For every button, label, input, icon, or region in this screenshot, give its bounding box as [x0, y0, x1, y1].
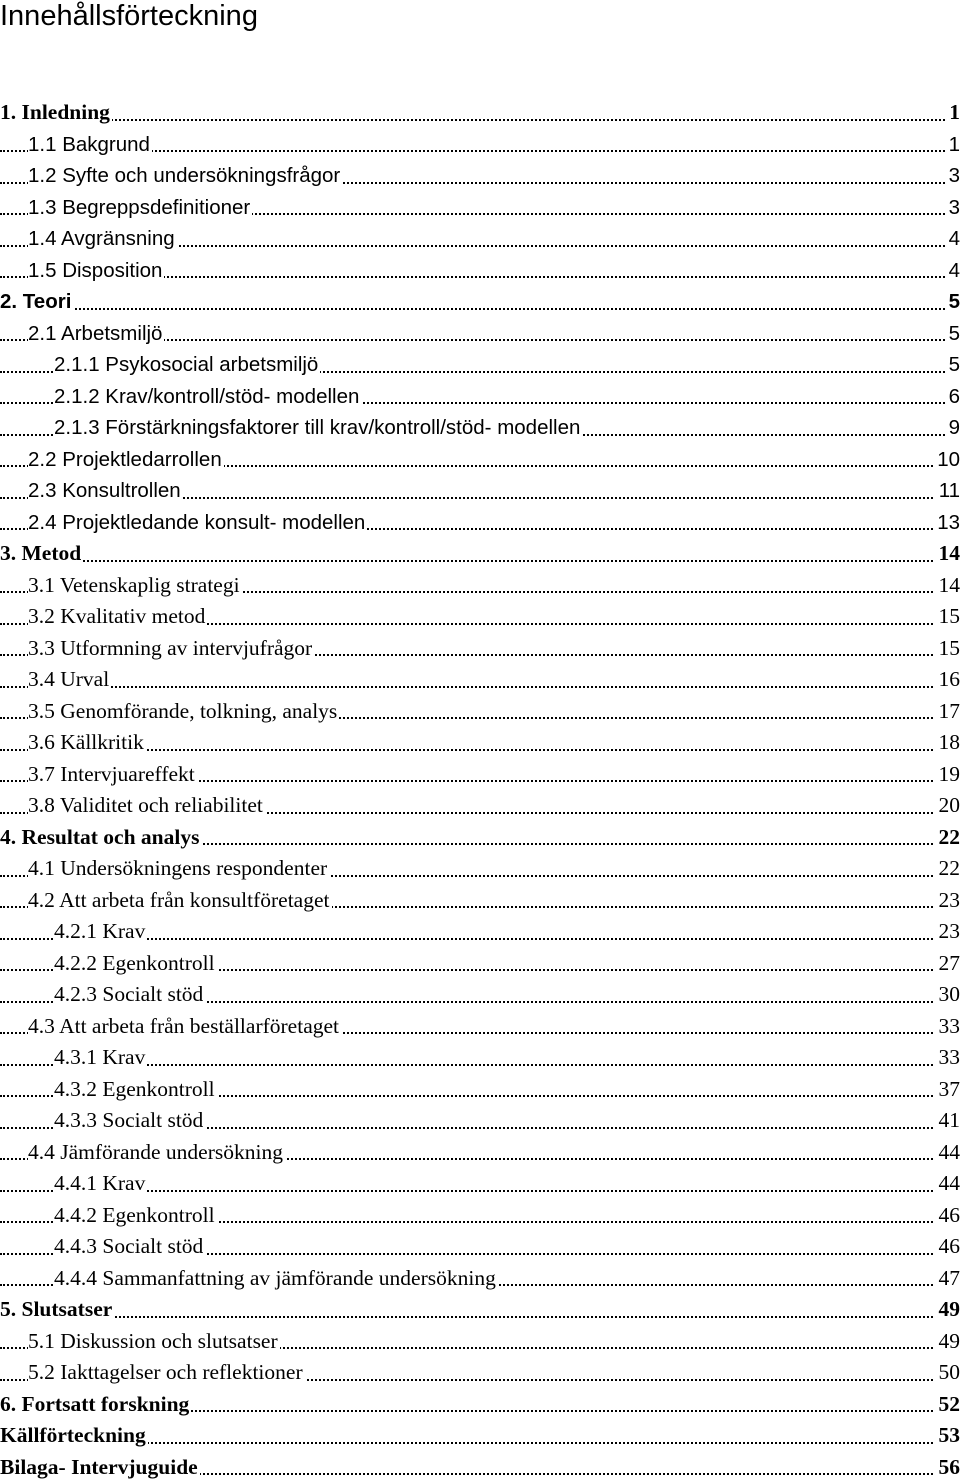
toc-page-number: 46	[935, 1231, 960, 1263]
toc-page-number: 37	[935, 1074, 960, 1106]
toc-entry[interactable]	[0, 412, 960, 444]
toc-page-number: 10	[933, 444, 960, 476]
toc-page-number: 33	[935, 1042, 960, 1074]
toc-entry-title: 3.4 Urval	[28, 667, 111, 691]
toc-entry-title: 2.1.1 Psykosocial arbetsmiljö	[54, 353, 320, 376]
toc-entry-title: 2.1 Arbetsmiljö	[28, 322, 164, 345]
dot-leader	[0, 686, 960, 688]
toc-page-number: 17	[935, 696, 960, 728]
toc-page-number: 44	[935, 1137, 960, 1169]
toc-page-number: 22	[935, 853, 960, 885]
toc-entry-title: 4.3.2 Egenkontroll	[54, 1077, 217, 1101]
toc-entry[interactable]	[0, 129, 960, 161]
toc-entry[interactable]	[0, 349, 960, 381]
toc-entry[interactable]	[0, 318, 960, 350]
toc-page-number: 23	[935, 885, 960, 917]
toc-page-number: 4	[945, 223, 960, 255]
toc-entry-title: 4.1 Undersökningens respondenter	[28, 856, 329, 880]
dot-leader	[0, 119, 960, 121]
toc-entry[interactable]	[0, 1074, 960, 1106]
toc-entry-title: 1.3 Begreppsdefinitioner	[28, 196, 252, 219]
toc-entry[interactable]	[0, 160, 960, 192]
toc-entry-title: 3.6 Källkritik	[28, 730, 146, 754]
toc-entry[interactable]	[0, 570, 960, 602]
toc-entry[interactable]	[0, 822, 960, 854]
toc-page-number: 41	[935, 1105, 960, 1137]
toc-entry[interactable]	[0, 1011, 960, 1043]
toc-entry[interactable]	[0, 759, 960, 791]
dot-leader	[0, 1316, 960, 1318]
toc-entry[interactable]	[0, 1042, 960, 1074]
toc-entry-title: 3.1 Vetenskaplig strategi	[28, 573, 242, 597]
toc-page-number: 49	[935, 1294, 960, 1326]
toc-entry-title: 4.4.2 Egenkontroll	[54, 1203, 217, 1227]
toc-entry[interactable]	[0, 633, 960, 665]
toc-entry-title: 4.3.3 Socialt stöd	[54, 1108, 205, 1132]
toc-entry-title: 5. Slutsatser	[0, 1297, 114, 1321]
toc-page-number: 56	[935, 1452, 960, 1483]
toc-page-number: 14	[935, 538, 960, 570]
toc-entry-title: 3.5 Genomförande, tolkning, analys	[28, 699, 339, 723]
toc-entry-title: 4.2 Att arbeta från konsultföretaget	[28, 888, 332, 912]
toc-page-number: 33	[935, 1011, 960, 1043]
toc-entry-title: 4.2.1 Krav	[54, 919, 147, 943]
dot-leader	[0, 560, 960, 562]
toc-entry[interactable]	[0, 1168, 960, 1200]
toc-entry-title: 4.3.1 Krav	[54, 1045, 147, 1069]
toc-entry-title: 3. Metod	[0, 541, 83, 565]
toc-entry[interactable]	[0, 381, 960, 413]
toc-page-number: 30	[935, 979, 960, 1011]
toc-page-number: 22	[935, 822, 960, 854]
toc-page-number: 50	[935, 1357, 960, 1389]
toc-entry[interactable]	[0, 664, 960, 696]
toc-entry[interactable]	[0, 255, 960, 287]
toc-page-number: 46	[935, 1200, 960, 1232]
toc-entry-title: 4.2.3 Socialt stöd	[54, 982, 205, 1006]
toc-page-number: 23	[935, 916, 960, 948]
toc-page-number: 18	[935, 727, 960, 759]
toc-page-number: 15	[935, 633, 960, 665]
toc-entry-title: 4.2.2 Egenkontroll	[54, 951, 217, 975]
toc-page-number: 47	[935, 1263, 960, 1295]
toc-entry-title: 2. Teori	[0, 290, 73, 313]
toc-entry-title: 4.4.4 Sammanfattning av jämförande undersökning	[54, 1266, 498, 1290]
toc-entry-title: 1.5 Disposition	[28, 259, 164, 282]
toc-entry-title: 1.4 Avgränsning	[28, 227, 177, 250]
toc-entry-title: 1. Inledning	[0, 100, 112, 124]
toc-page-number: 49	[935, 1326, 960, 1358]
toc-entry[interactable]	[0, 223, 960, 255]
toc-page-number: 5	[945, 349, 960, 381]
toc-entry[interactable]	[0, 1137, 960, 1169]
toc-entry[interactable]	[0, 1357, 960, 1389]
table-of-contents	[0, 97, 960, 1483]
toc-page-number: 15	[935, 601, 960, 633]
toc-entry[interactable]	[0, 444, 960, 476]
toc-entry-title: 2.1.2 Krav/kontroll/stöd- modellen	[54, 385, 361, 408]
toc-page-number: 11	[935, 475, 960, 507]
toc-entry[interactable]	[0, 727, 960, 759]
toc-entry[interactable]	[0, 507, 960, 539]
toc-page-number: 1	[945, 129, 960, 161]
toc-page-number: 3	[945, 160, 960, 192]
toc-entry[interactable]	[0, 790, 960, 822]
toc-entry-title: 5.2 Iakttagelser och reflektioner	[28, 1360, 305, 1384]
toc-page-number: 5	[945, 286, 960, 318]
toc-entry[interactable]	[0, 1452, 960, 1483]
toc-entry-title: 3.3 Utformning av intervjufrågor	[28, 636, 314, 660]
toc-page-number: 16	[935, 664, 960, 696]
dot-leader	[0, 308, 960, 310]
toc-entry[interactable]	[0, 696, 960, 728]
toc-entry-title: 2.3 Konsultrollen	[28, 479, 183, 502]
toc-entry[interactable]	[0, 853, 960, 885]
toc-entry[interactable]	[0, 979, 960, 1011]
toc-entry-title: 5.1 Diskussion och slutsatser	[28, 1329, 280, 1353]
toc-entry[interactable]	[0, 885, 960, 917]
toc-entry-title: 3.7 Intervjuareffekt	[28, 762, 197, 786]
toc-page-number: 53	[935, 1420, 960, 1452]
toc-entry-title: 4.4.1 Krav	[54, 1171, 147, 1195]
toc-entry-title: 3.2 Kvalitativ metod	[28, 604, 207, 628]
toc-entry-title: 3.8 Validitet och reliabilitet	[28, 793, 265, 817]
toc-page-number: 27	[935, 948, 960, 980]
toc-page-number: 4	[945, 255, 960, 287]
toc-page-number: 1	[945, 97, 960, 129]
toc-entry[interactable]	[0, 538, 960, 570]
toc-page-number: 14	[935, 570, 960, 602]
toc-page-number: 19	[935, 759, 960, 791]
toc-page-number: 3	[945, 192, 960, 224]
toc-entry[interactable]	[0, 1200, 960, 1232]
toc-entry[interactable]	[0, 1326, 960, 1358]
toc-entry-title: 4.4 Jämförande undersökning	[28, 1140, 285, 1164]
toc-entry-title: 4.3 Att arbeta från beställarföretaget	[28, 1014, 341, 1038]
toc-entry[interactable]	[0, 1263, 960, 1295]
toc-page-number: 5	[945, 318, 960, 350]
page-title: Innehållsförteckning	[0, 0, 258, 36]
toc-entry[interactable]	[0, 1389, 960, 1421]
toc-entry[interactable]	[0, 475, 960, 507]
toc-entry-title: 1.1 Bakgrund	[28, 133, 152, 156]
toc-entry[interactable]	[0, 286, 960, 318]
toc-entry-title: Källförteckning	[0, 1423, 148, 1447]
toc-entry-title: 4. Resultat och analys	[0, 825, 201, 849]
toc-page-number: 6	[945, 381, 960, 413]
toc-entry-title: Bilaga- Intervjuguide	[0, 1455, 200, 1479]
toc-entry[interactable]	[0, 916, 960, 948]
toc-entry-title: 6. Fortsatt forskning	[0, 1392, 191, 1416]
toc-entry[interactable]	[0, 192, 960, 224]
toc-entry-title: 2.4 Projektledande konsult- modellen	[28, 511, 367, 534]
toc-page-number: 13	[933, 507, 960, 539]
toc-entry[interactable]	[0, 1294, 960, 1326]
toc-entry-title: 2.1.3 Förstärkningsfaktorer till krav/kontroll/stöd- modellen	[54, 416, 582, 439]
toc-entry[interactable]	[0, 1420, 960, 1452]
toc-entry[interactable]	[0, 601, 960, 633]
toc-entry[interactable]	[0, 948, 960, 980]
toc-page-number: 52	[935, 1389, 960, 1421]
toc-page-number: 20	[935, 790, 960, 822]
toc-entry[interactable]	[0, 1105, 960, 1137]
toc-entry[interactable]	[0, 1231, 960, 1263]
toc-entry-title: 4.4.3 Socialt stöd	[54, 1234, 205, 1258]
toc-entry[interactable]	[0, 97, 960, 129]
toc-page-number: 9	[945, 412, 960, 444]
toc-entry-title: 2.2 Projektledarrollen	[28, 448, 224, 471]
toc-entry-title: 1.2 Syfte och undersökningsfrågor	[28, 164, 342, 187]
toc-page-number: 44	[935, 1168, 960, 1200]
